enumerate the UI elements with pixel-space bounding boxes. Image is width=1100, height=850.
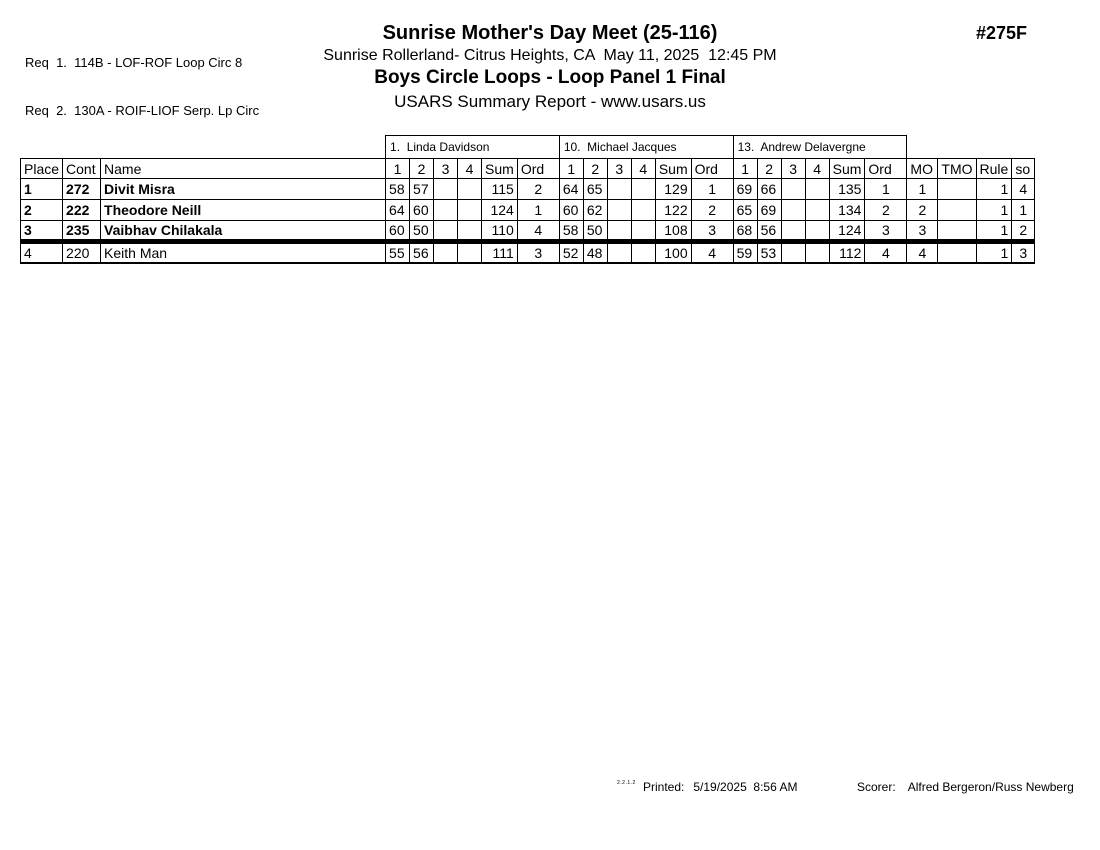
tmo-cell — [938, 242, 976, 263]
j2-score1-cell: 64 — [559, 179, 583, 200]
j3-score3-cell — [781, 179, 805, 200]
j1-score1-cell: 55 — [386, 242, 410, 263]
j1-score3-cell — [434, 200, 458, 221]
j2-score2-cell: 62 — [583, 200, 607, 221]
col-j3-sum: Sum — [829, 159, 865, 179]
j3-score3-cell — [781, 242, 805, 263]
col-j1-score4: 4 — [458, 159, 482, 179]
j3-score3-cell — [781, 200, 805, 221]
rule-cell: 1 — [976, 221, 1012, 242]
j1-score4-cell — [458, 221, 482, 242]
col-j3-score2: 2 — [757, 159, 781, 179]
j1-ord-cell: 1 — [517, 200, 559, 221]
j2-score2-cell: 65 — [583, 179, 607, 200]
j1-score4-cell — [458, 179, 482, 200]
j2-score1-cell: 60 — [559, 200, 583, 221]
j2-score4-cell — [631, 242, 655, 263]
j3-sum-cell: 135 — [829, 179, 865, 200]
judge-row-left-spacer — [21, 136, 386, 159]
rule-cell: 1 — [976, 179, 1012, 200]
venue-date-line: Sunrise Rollerland- Citrus Heights, CA May 11, 2025 12:45 PM — [323, 47, 777, 64]
j2-score3-cell — [607, 242, 631, 263]
j3-sum-cell: 134 — [829, 200, 865, 221]
col-name: Name — [101, 159, 386, 179]
j3-score1-cell: 59 — [733, 242, 757, 263]
j1-score2-cell: 56 — [410, 242, 434, 263]
col-j3-score4: 4 — [805, 159, 829, 179]
j2-sum-cell: 122 — [655, 200, 691, 221]
col-j1-score1: 1 — [386, 159, 410, 179]
table-row — [21, 221, 1035, 242]
mo-cell: 4 — [907, 242, 938, 263]
requirement-line-2: Req 2. 130A - ROIF-LIOF Serp. Lp Circ — [25, 103, 260, 118]
col-j1-ord: Ord — [517, 159, 559, 179]
scorer-label: Scorer: — [857, 780, 896, 794]
place-cell: 3 — [21, 221, 63, 242]
results-table — [20, 135, 1035, 264]
j3-score4-cell — [805, 221, 829, 242]
j2-score1-cell: 58 — [559, 221, 583, 242]
table-row — [21, 179, 1035, 200]
j3-sum-cell: 112 — [829, 242, 865, 263]
name-cell: Divit Misra — [101, 179, 386, 200]
j3-score1-cell: 69 — [733, 179, 757, 200]
col-j2-sum: Sum — [655, 159, 691, 179]
judge-3-name: 13. Andrew Delavergne — [733, 136, 907, 159]
j1-score2-cell: 50 — [410, 221, 434, 242]
j3-score3-cell — [781, 221, 805, 242]
cont-cell: 220 — [63, 242, 101, 263]
tmo-cell — [938, 200, 976, 221]
j1-ord-cell: 4 — [517, 221, 559, 242]
j1-ord-cell: 2 — [517, 179, 559, 200]
j1-score4-cell — [458, 242, 482, 263]
col-j2-score1: 1 — [559, 159, 583, 179]
col-j1-sum: Sum — [482, 159, 518, 179]
so-cell: 3 — [1012, 242, 1035, 263]
j2-score4-cell — [631, 200, 655, 221]
j1-score1-cell: 58 — [386, 179, 410, 200]
name-cell: Keith Man — [101, 242, 386, 263]
tmo-cell — [938, 221, 976, 242]
j1-sum-cell: 111 — [482, 242, 518, 263]
j3-score1-cell: 65 — [733, 200, 757, 221]
col-j3-score3: 3 — [781, 159, 805, 179]
j2-sum-cell: 129 — [655, 179, 691, 200]
scorer-line — [857, 780, 1074, 794]
j1-score3-cell — [434, 179, 458, 200]
mo-cell: 3 — [907, 221, 938, 242]
j3-score2-cell: 56 — [757, 221, 781, 242]
j3-score4-cell — [805, 242, 829, 263]
event-title: Boys Circle Loops - Loop Panel 1 Final — [374, 67, 726, 88]
place-cell: 4 — [21, 242, 63, 263]
j3-score2-cell: 69 — [757, 200, 781, 221]
judge-header-row — [21, 136, 1035, 159]
j2-ord-cell: 2 — [691, 200, 733, 221]
judge-2-name: 10. Michael Jacques — [559, 136, 733, 159]
j1-score4-cell — [458, 200, 482, 221]
col-mo: MO — [907, 159, 938, 179]
col-tmo: TMO — [938, 159, 976, 179]
j3-ord-cell: 2 — [865, 200, 907, 221]
j3-ord-cell: 4 — [865, 242, 907, 263]
j2-score3-cell — [607, 221, 631, 242]
cont-cell: 272 — [63, 179, 101, 200]
j1-sum-cell: 115 — [482, 179, 518, 200]
j1-sum-cell: 110 — [482, 221, 518, 242]
j1-ord-cell: 3 — [517, 242, 559, 263]
col-j3-score1: 1 — [733, 159, 757, 179]
name-cell: Vaibhav Chilakala — [101, 221, 386, 242]
j3-sum-cell: 124 — [829, 221, 865, 242]
event-number: #275F — [975, 23, 1027, 43]
judge-row-right-spacer — [907, 136, 1035, 159]
printed-label: Printed: — [643, 780, 685, 794]
col-j2-ord: Ord — [691, 159, 733, 179]
j2-score3-cell — [607, 179, 631, 200]
so-cell: 4 — [1012, 179, 1035, 200]
j1-score2-cell: 57 — [410, 179, 434, 200]
so-cell: 2 — [1012, 221, 1035, 242]
j2-sum-cell: 100 — [655, 242, 691, 263]
j1-score3-cell — [434, 242, 458, 263]
mo-cell: 1 — [907, 179, 938, 200]
col-j2-score3: 3 — [607, 159, 631, 179]
col-j2-score4: 4 — [631, 159, 655, 179]
j2-sum-cell: 108 — [655, 221, 691, 242]
tmo-cell — [938, 179, 976, 200]
mo-cell: 2 — [907, 200, 938, 221]
cont-cell: 235 — [63, 221, 101, 242]
printed-timestamp: 5/19/2025 8:56 AM — [693, 780, 798, 794]
j1-score3-cell — [434, 221, 458, 242]
report-header — [0, 21, 1100, 113]
column-header-row — [21, 159, 1035, 179]
col-j3-ord: Ord — [865, 159, 907, 179]
j2-score1-cell: 52 — [559, 242, 583, 263]
j3-ord-cell: 3 — [865, 221, 907, 242]
j2-ord-cell: 1 — [691, 179, 733, 200]
j2-score4-cell — [631, 179, 655, 200]
j1-score1-cell: 60 — [386, 221, 410, 242]
col-j1-score3: 3 — [434, 159, 458, 179]
j1-sum-cell: 124 — [482, 200, 518, 221]
j3-score1-cell: 68 — [733, 221, 757, 242]
report-title: USARS Summary Report - www.usars.us — [394, 92, 706, 111]
j2-ord-cell: 4 — [691, 242, 733, 263]
j1-score2-cell: 60 — [410, 200, 434, 221]
requirement-line-1: Req 1. 114B - LOF-ROF Loop Circ 8 — [25, 55, 243, 70]
col-so: so — [1012, 159, 1035, 179]
rule-cell: 1 — [976, 242, 1012, 263]
meet-title: Sunrise Mother's Day Meet (25-116) — [382, 22, 718, 44]
col-place: Place — [21, 159, 63, 179]
col-j1-score2: 2 — [410, 159, 434, 179]
printed-line — [643, 780, 797, 794]
j3-score4-cell — [805, 179, 829, 200]
j3-score2-cell: 66 — [757, 179, 781, 200]
table-row — [21, 242, 1035, 263]
j2-ord-cell: 3 — [691, 221, 733, 242]
j2-score3-cell — [607, 200, 631, 221]
so-cell: 1 — [1012, 200, 1035, 221]
j3-score4-cell — [805, 200, 829, 221]
j2-score2-cell: 50 — [583, 221, 607, 242]
name-cell: Theodore Neill — [101, 200, 386, 221]
col-j2-score2: 2 — [583, 159, 607, 179]
table-row — [21, 200, 1035, 221]
j3-ord-cell: 1 — [865, 179, 907, 200]
j3-score2-cell: 53 — [757, 242, 781, 263]
place-cell: 1 — [21, 179, 63, 200]
cont-cell: 222 — [63, 200, 101, 221]
j2-score4-cell — [631, 221, 655, 242]
j1-score1-cell: 64 — [386, 200, 410, 221]
place-cell: 2 — [21, 200, 63, 221]
col-rule: Rule — [976, 159, 1012, 179]
judge-1-name: 1. Linda Davidson — [386, 136, 560, 159]
rule-cell: 1 — [976, 200, 1012, 221]
j2-score2-cell: 48 — [583, 242, 607, 263]
scorer-names: Alfred Bergeron/Russ Newberg — [907, 780, 1074, 794]
col-cont: Cont — [63, 159, 101, 179]
software-version: 2.2.1.2 — [617, 780, 636, 786]
